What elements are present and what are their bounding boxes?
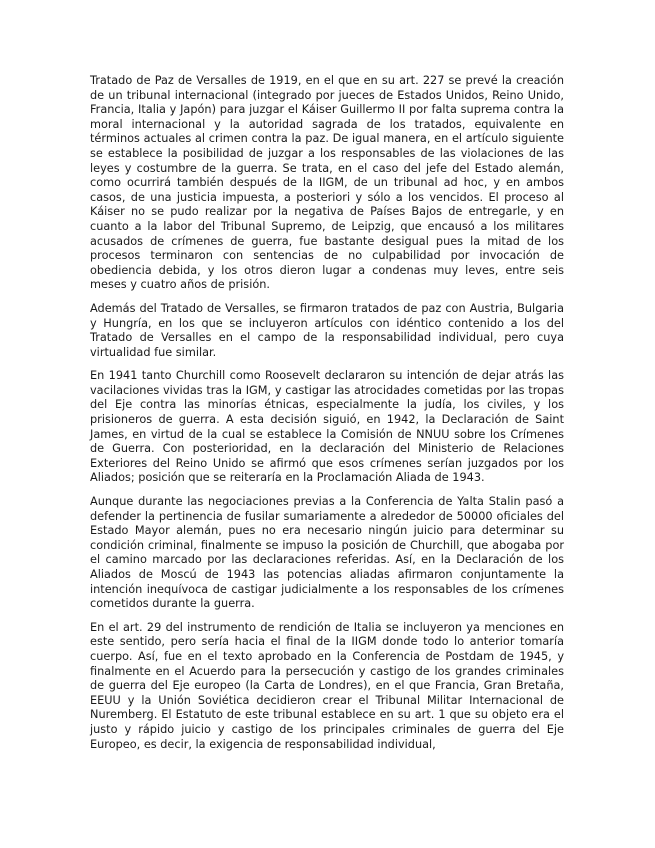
paragraph-versailles: Tratado de Paz de Versalles de 1919, en el que en su art. 227 se prevé la creación de un tribunal internacional (integrado por jueces de Estados Unidos, Reino Unido, Francia, Italia y Japón) para juzgar el Káiser Guillermo II por falta suprema contra la moral internacional y la autoridad sagrada de los tratados, equivalente en términos actuales al crimen contra la paz. De igual manera, en el artículo siguiente se establece la posibilidad de juzgar a los responsables de las violaciones de las leyes y costumbre de la guerra. Se trata, en el caso del jefe del Estado alemán, como ocurrirá también después de la IIGM, de un tribunal ad hoc, y en ambos casos, de una justicia impuesta, a posteriori y sólo a los vencidos. El proceso al Káiser no se pudo realizar por la negativa de Países Bajos de entregarle, y en cuanto a la labor del Tribunal Supremo, de Leipzig, que encausó a los militares acusados de crímenes de guerra, fue bastante desigual pues la mitad de los procesos terminaron con sentencias de no culpabilidad por invocación de obediencia debida, y los otros dieron lugar a condenas muy leves, entre seis meses y cuatro años de prisión. [90,74,564,292]
paragraph-nuremberg: En el art. 29 del instrumento de rendición de Italia se incluyeron ya menciones en este sentido, pero sería hacia el final de la IIGM donde todo lo anterior tomaría cuerpo. Así, fue en el texto aprobado en la Conferencia de Postdam de 1945, y finalmente en el Acuerdo para la persecución y castigo de los grandes criminales de guerra del Eje europeo (la Carta de Londres), en el que Francia, Gran Bretaña, EEUU y la Unión Soviética decidieron crear el Tribunal Militar Internacional de Nuremberg. El Estatuto de este tribunal establece en su art. 1 que su objeto era el justo y rápido juicio y castigo de los principales criminales de guerra del Eje Europeo, es decir, la exigencia de responsabilidad individual, [90,620,564,751]
paragraph-yalta-moscow: Aunque durante las negociaciones previas a la Conferencia de Yalta Stalin pasó a defender la pertinencia de fusilar sumariamente a alrededor de 50000 oficiales del Estado Mayor alemán, pues no era necesario ningún juicio para determinar su condición criminal, finalmente se impuso la posición de Churchill, que abogaba por el camino marcado por las declaraciones referidas. Así, en la Declaración de los Aliados de Moscú de 1943 las potencias aliadas afirmaron conjuntamente la intención inequívoca de castigar judicialmente a los responsables de los crímenes cometidos durante la guerra. [90,495,564,611]
paragraph-1941-declarations: En 1941 tanto Churchill como Roosevelt declararon su intención de dejar atrás las vacilaciones vividas tras la IGM, y castigar las atrocidades cometidas por las tropas del Eje contra las minorías étnicas, especialmente la judía, los civiles, y los prisioneros de guerra. A esta decisión siguió, en 1942, la Declaración de Saint James, en virtud de la cual se establece la Comisión de NNUU sobre los Crímenes de Guerra. Con posterioridad, en la declaración del Ministerio de Relaciones Exteriores del Reino Unido se afirmó que esos crímenes serían juzgados por los Aliados; posición que se reiteraría en la Proclamación Aliada de 1943. [90,369,564,485]
paragraph-other-treaties: Además del Tratado de Versalles, se firmaron tratados de paz con Austria, Bulgaria y Hungría, en los que se incluyeron artículos con idéntico contenido a los del Tratado de Versalles en el campo de la responsabilidad individual, pero cuya virtualidad fue similar. [90,301,564,359]
document-page [90,74,564,761]
